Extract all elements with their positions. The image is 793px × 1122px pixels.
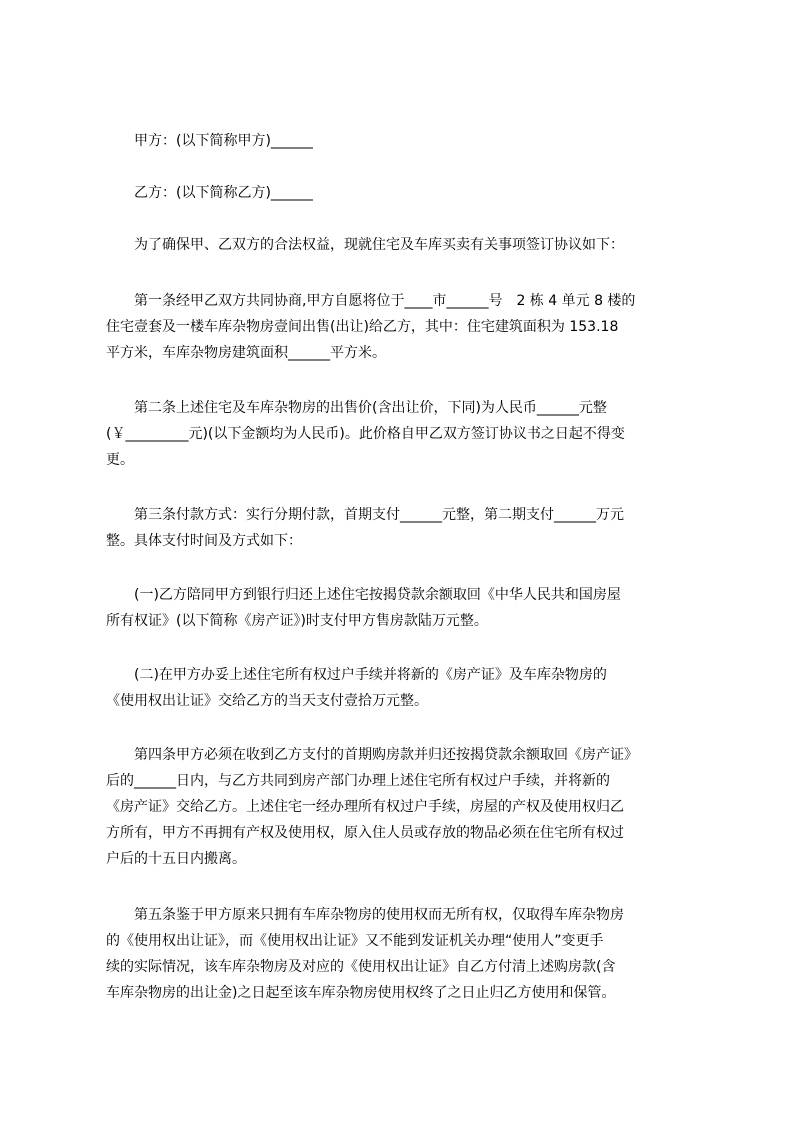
paragraph-line: 第四条甲方必须在收到乙方支付的首期购房款并归还按揭贷款余额取回《房产证》 (106, 747, 638, 763)
paragraph-clause-2 (106, 662, 706, 714)
paragraph-line: 第一条经甲乙双方共同协商,甲方自愿将位于____市______号 2 栋 4 单元 8 楼的 (106, 293, 636, 309)
paragraph-line: 户后的十五日内搬离。 (106, 851, 246, 867)
paragraph-line: 《房产证》交给乙方。上述住宅一经办理所有权过户手续，房屋的产权及使用权归乙 (106, 799, 624, 815)
paragraph-line: 更。 (106, 452, 134, 468)
paragraph-article-4 (106, 742, 706, 872)
paragraph-line: (一)乙方陪同甲方到银行归还上述住宅按揭贷款余额取回《中华人民共和国房屋 (106, 587, 621, 603)
paragraph-line: 为了确保甲、乙双方的合法权益，现就住宅及车库买卖有关事项签订协议如下： (106, 237, 624, 253)
paragraph-line: 第二条上述住宅及车库杂物房的出售价(含出让价，下同)为人民币______元整 (106, 400, 607, 416)
paragraph-line: 方所有，甲方不再拥有产权及使用权，原入住人员或存放的物品必须在住宅所有权过 (106, 825, 624, 841)
paragraph-article-3 (106, 502, 706, 554)
paragraph-line: 整。具体支付时间及方式如下： (106, 533, 302, 549)
paragraph-party-a (106, 128, 706, 154)
paragraph-line: 后的______日内，与乙方共同到房产部门办理上述住宅所有权过户手续，并将新的 (106, 773, 610, 789)
paragraph-line: 平方米，车库杂物房建筑面积______平方米。 (106, 345, 386, 361)
paragraph-line: 住宅壹套及一楼车库杂物房壹间出售(出让)给乙方，其中：住宅建筑面积为 153.18 (106, 319, 619, 335)
paragraph-line: 乙方：(以下简称乙方)______ (106, 185, 313, 201)
paragraph-line: 第三条付款方式：实行分期付款，首期支付______元整，第二期支付______万元 (106, 507, 624, 523)
paragraph-clause-1 (106, 582, 706, 634)
paragraph-line: 第五条鉴于甲方原来只拥有车库杂物房的使用权而无所有权，仅取得车库杂物房 (106, 907, 624, 923)
paragraph-line: 车库杂物房的出让金)之日起至该车库杂物房使用权终了之日止归乙方使用和保管。 (106, 985, 616, 1001)
paragraph-line: 《使用权出让证》交给乙方的当天支付壹拾万元整。 (106, 693, 428, 709)
paragraph-line: 的《使用权出让证》，而《使用权出让证》又不能到发证机关办理“使用人”变更手 (106, 933, 604, 949)
paragraph-line: 甲方：(以下简称甲方)______ (106, 133, 313, 149)
paragraph-party-b (106, 180, 706, 206)
paragraph-article-5 (106, 902, 706, 1006)
paragraph-article-1 (106, 288, 706, 366)
paragraph-preamble (106, 232, 706, 258)
paragraph-line: (￥_________元)(以下金额均为人民币)。此价格自甲乙双方签订协议书之日起不得变 (106, 426, 625, 442)
paragraph-line: (二)在甲方办妥上述住宅所有权过户手续并将新的《房产证》及车库杂物房的 (106, 667, 607, 683)
paragraph-line: 续的实际情况，该车库杂物房及对应的《使用权出让证》自乙方付清上述购房款(含 (106, 959, 616, 975)
paragraph-article-2 (106, 395, 706, 473)
paragraph-line: 所有权证》(以下简称《房产证》)时支付甲方售房款陆万元整。 (106, 613, 488, 629)
